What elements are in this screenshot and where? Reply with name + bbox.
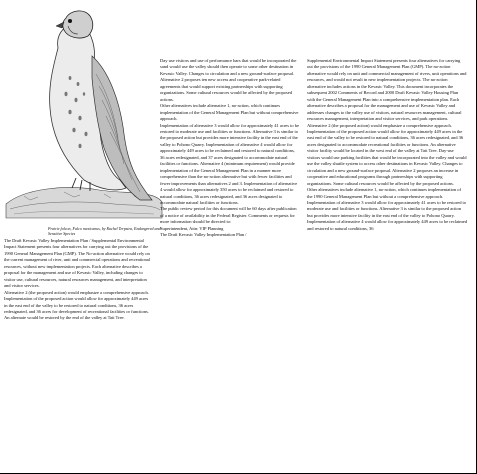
- paragraph: The public review period for this document will be 60 days after publication of a notice of availability in the Federal Register. Comments or requests for more information should be directed to:: [160, 206, 297, 225]
- text-column-1: [4, 238, 152, 470]
- paragraph: Other alternatives include alternative 1, no-action, which continues implementation of the 1990 General Management Plan but without a comprehensive approach. Implementation of alternative 3 would allow for approximately 41 acres to be restored to moderate use and facilities or functions. Alternative 3 is similar to the proposed action but provides more intensive facility in the east end of the valley to Pohono Quarry. Implementation of alternative 4 would allow for approximately 449 acres to be reclaimed and restored to natural conditions, 36: [307, 187, 467, 231]
- paragraph: The Draft Kevasic Valley Implementation Plan / Supplemental Environmental Impact Statement presents four alternatives for carrying out the provisions of the 1990 General Management Plan (GMP). The No-action alternative would rely on the current management of river, unit and commercial operations and recreational resources, without new implementation projects. Each alternative describes a proposal for the management and use of Kevasic Valley, including changes to visitor use, cultural resources, natural resources management, and interpretation and visitor services.: [4, 238, 150, 289]
- paragraph: Alternative 2 (the proposed action) would emphasize a comprehensive approach. Implementation of the proposed action would allow for approximately 449 acres in the east end of the valley to be restored to natural conditions, 36 acres redesignated, and 36 acres designated to accommodate recreational facilities or functions. An alternative visitor facility would be located in the west end of the valley at Tait Tree. Day-use visitors would use parking facilities that would be incorporated into the valley and would use the valley shuttle system to access other destinations in Kevasic Valley. Changes to circulation and a new ground-surface proposal. Alternative 2 proposes an increase in cooperative and educational programs through partnerships with supporting organizations. Some cultural resources would be affected by the proposed actions.: [307, 122, 467, 186]
- paragraph: Other alternatives include alternative 1, no-action, which continues implementation of the General Management Plan but without comprehensive approach.: [160, 103, 299, 122]
- paragraph: The Draft Kevasic Valley Implementation Plan /: [160, 232, 247, 238]
- text-column-3: [307, 58, 467, 472]
- text-column-2: [160, 58, 300, 472]
- paragraph: Day use visitors and use of performance bars that would be incorporated the sand would use the valley should then operate to some other destination in Kevasic Valley. Changes to circulation and a new ground-surface proposal. Alternative 2 proposes ten new access and cooperative park-related agreements that would support existing partnerships with supporting organizations. Some cultural resources would be affected by the proposed actions.: [160, 58, 297, 102]
- paragraph: Implementation of alternative 3 would allow for approximately 41 acres to be restored to moderate use and facilities or functions. Alternative 3 is similar to the proposed action but provides more intensive facility in the east end of the valley to Pohono Quarry. Implementation of alternative 4 would allow for approximately 449 acres to be reclaimed and restored to natural conditions, 36 acres redesignated, and 37 acres designated to accommodate natural facilities or functions. Alternative 4 (minimum requirement) would provide implementation of the General Management Plan in a manner more comprehensive than the no-action alternative but with fewer facilities and fewer improvements than alternatives 2 and 3. Implementation of alternative 4 would allow for approximately 350 acres to be reclaimed and restored to natural conditions, 36 acres redesignated, and 36 acres designated to accommodate natural facilities or functions.: [160, 122, 299, 205]
- falcon-illustration: [4, 4, 164, 232]
- paragraph: Superintendent, Attn: VIP Planning: [160, 225, 224, 231]
- illustration-caption: Prairie falcon, Falco mexicanus, by Rachel Terpstra, Endangered and Sensitive Species: [48, 226, 161, 236]
- paragraph: Supplemental Environmental Impact Statement presents four alternatives for carrying out the provisions of the 1990 General Management Plan (GMP). The no-action alternative would rely on unit and commercial management of rivers, unit operations and resources, and would not result in new implementation projects. The no-action alternative includes actions in the Kevasic Valley. This document incorporates the subsequent 2002 Comments of Record and 2000 Draft Kevasic Valley Housing Plan with the General Management Plan into a comprehensive implementation plan. Each alternative describes a proposal for the management and use of Kevasic Valley and addresses changes to the valley use of visitors, natural resources management, cultural resources management, interpretation and visitor services, and park operations.: [307, 58, 467, 122]
- paragraph: Alternative 2 (the proposed action) would emphasize a comprehensive approach. Implementation of the proposed action would allow for approximately 449 acres in the east end of the valley to be restored to natural conditions, 36 acres redesignated, and 36 acres for development of recreational facilities or functions. An alternate would be restored by the end of the valley at Tait Tree.: [4, 289, 149, 321]
